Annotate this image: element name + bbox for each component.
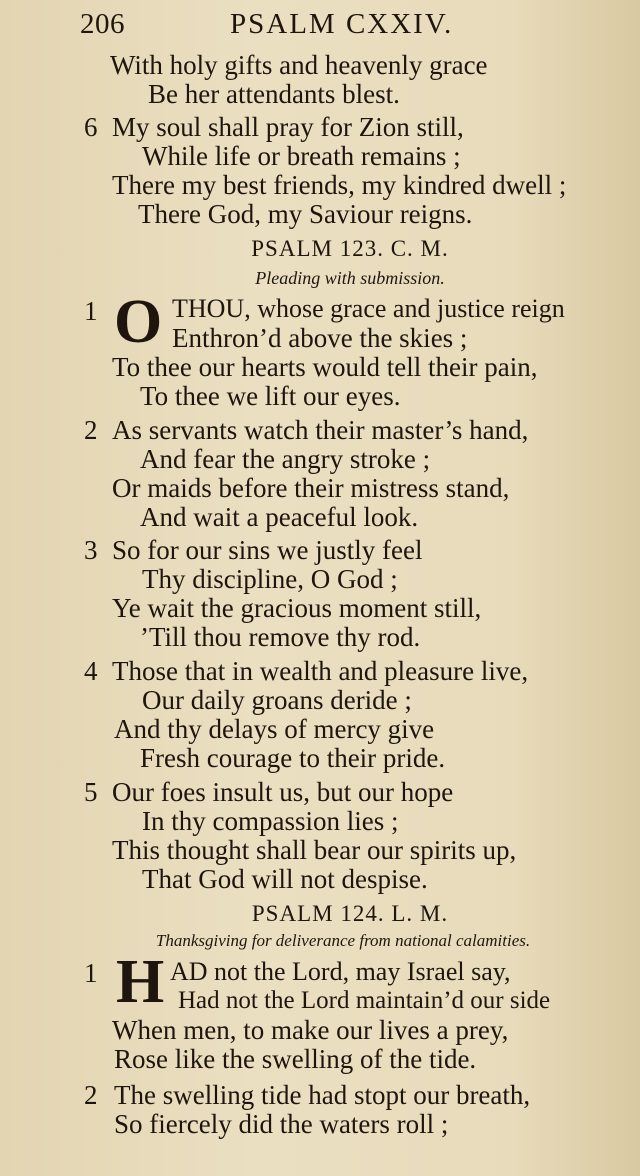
verse-line: Rose like the swelling of the tide. bbox=[114, 1044, 477, 1074]
running-title: PSALM CXXIV. bbox=[230, 8, 454, 40]
page-header bbox=[80, 8, 620, 44]
stanza-number: 2 bbox=[84, 415, 98, 445]
verse-line: Thy discipline, O God ; bbox=[142, 564, 398, 594]
psalm-heading: PSALM 124. L. M. bbox=[251, 901, 449, 926]
verse-line: Fresh courage to their pride. bbox=[140, 743, 446, 773]
stanza-number: 3 bbox=[84, 535, 98, 565]
verse-line: So fiercely did the waters roll ; bbox=[114, 1109, 449, 1139]
stanza-number: 4 bbox=[84, 656, 98, 686]
stanza-number: 2 bbox=[84, 1080, 98, 1110]
verse-line: THOU, whose grace and justice reign bbox=[172, 294, 565, 323]
verse-line: There my best friends, my kindred dwell ; bbox=[112, 170, 567, 200]
verse-line: And thy delays of mercy give bbox=[114, 714, 435, 744]
verse-line: Our daily groans deride ; bbox=[142, 685, 412, 715]
stanza-number: 1 bbox=[84, 296, 98, 326]
verse-line: And fear the angry stroke ; bbox=[140, 444, 431, 474]
verse-line: Or maids before their mistress stand, bbox=[112, 473, 510, 503]
drop-cap: H bbox=[116, 948, 165, 1016]
verse-line: Be her attendants blest. bbox=[148, 79, 400, 109]
verse-line: There God, my Saviour reigns. bbox=[138, 199, 473, 229]
stanza-number: 6 bbox=[84, 112, 98, 142]
verse-line: When men, to make our lives a prey, bbox=[112, 1015, 509, 1045]
verse-line: So for our sins we justly feel bbox=[112, 535, 423, 565]
stanza-number: 1 bbox=[84, 958, 98, 988]
verse-line: As servants watch their master’s hand, bbox=[112, 415, 529, 445]
verse-line: To thee we lift our eyes. bbox=[140, 381, 401, 411]
verse-line: Enthron’d above the skies ; bbox=[172, 323, 468, 353]
verse-line: To thee our hearts would tell their pain, bbox=[112, 352, 538, 382]
verse-line: Our foes insult us, but our hope bbox=[112, 777, 454, 807]
verse-line: That God will not despise. bbox=[142, 864, 428, 894]
verse-line: With holy gifts and heavenly grace bbox=[110, 50, 488, 80]
verse-line: Had not the Lord maintain’d our side bbox=[178, 987, 551, 1014]
psalm-subtitle: Pleading with submission. bbox=[255, 268, 445, 288]
psalm-subtitle: Thanksgiving for deliverance from national calamities. bbox=[155, 931, 531, 950]
psalm-heading: PSALM 123. C. M. bbox=[251, 236, 449, 261]
verse-line: Ye wait the gracious moment still, bbox=[112, 593, 482, 623]
verse-line: While life or breath remains ; bbox=[142, 141, 461, 171]
verse-line: And wait a peaceful look. bbox=[140, 502, 419, 532]
verse-line: AD not the Lord, may Israel say, bbox=[170, 957, 511, 986]
verse-line: Those that in wealth and pleasure live, bbox=[112, 656, 529, 686]
verse-line: The swelling tide had stopt our breath, bbox=[114, 1080, 531, 1110]
verse-line: In thy compassion lies ; bbox=[142, 806, 399, 836]
page-number: 206 bbox=[80, 8, 125, 40]
verse-line: My soul shall pray for Zion still, bbox=[112, 112, 464, 142]
drop-cap: O bbox=[114, 288, 163, 356]
stanza-number: 5 bbox=[84, 777, 98, 807]
verse-line: ’Till thou remove thy rod. bbox=[140, 622, 421, 652]
verse-line: This thought shall bear our spirits up, bbox=[112, 835, 517, 865]
